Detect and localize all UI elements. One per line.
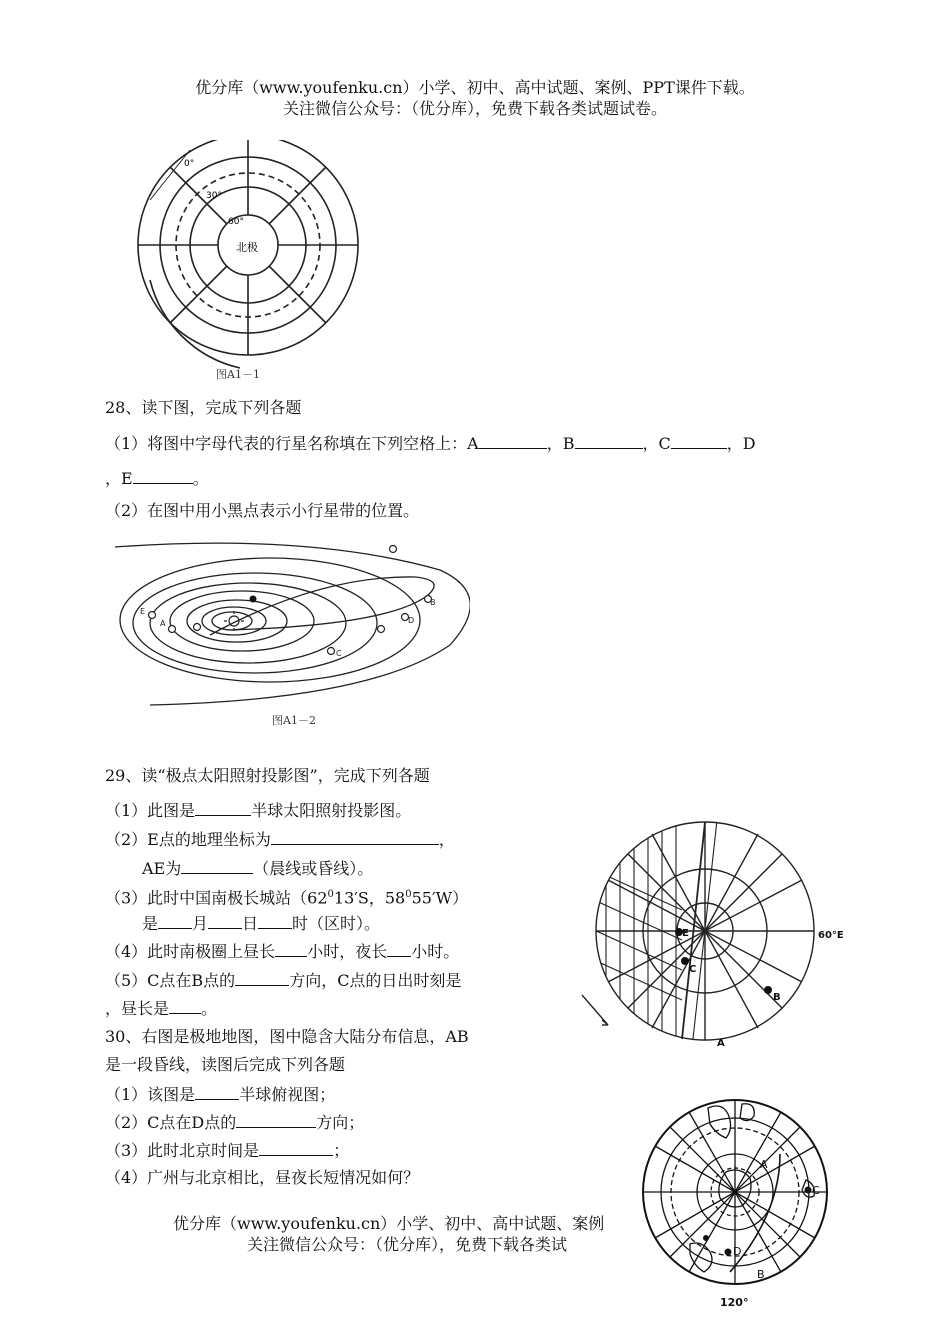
- q28-part2: （2）在图中用小黑点表示小行星带的位置。: [105, 501, 420, 520]
- answer-blank-e[interactable]: [133, 467, 193, 484]
- q29-p5-b: 方向，C点的日出时刻是: [289, 971, 462, 990]
- north-pole-label: 北极: [236, 241, 258, 254]
- answer-blank-daylength[interactable]: [275, 940, 307, 957]
- q29-part5: [105, 969, 461, 992]
- q30-p2-b: 方向；: [316, 1113, 365, 1132]
- planet-label-e: E: [140, 607, 146, 616]
- answer-blank-day-duration[interactable]: [169, 997, 201, 1014]
- answer-blank-b[interactable]: [575, 432, 643, 449]
- q29-p3-sup2: 0: [405, 889, 412, 900]
- q29-part2-cont: [142, 857, 373, 880]
- lat-60-label: 60°: [228, 217, 244, 227]
- q29-part2: [105, 828, 455, 851]
- footer-line-1: 优分库（www.youfenku.cn）小学、初中、高中试题、案例: [173, 1214, 605, 1233]
- q29-p2-a: （2）E点的地理坐标为: [105, 830, 271, 849]
- planet-label-c: C: [336, 649, 342, 658]
- q29-p2c-a: AE为: [142, 859, 182, 878]
- answer-blank-nightlength[interactable]: [387, 940, 411, 957]
- longitude-60e-label: 60°E: [818, 930, 844, 941]
- q29-p3l2-b: 月: [192, 914, 209, 933]
- answer-blank-beijing-time[interactable]: [259, 1139, 333, 1156]
- q29-p4-a: （4）此时南极圈上昼长: [105, 942, 276, 961]
- q30-p2-a: （2）C点在D点的: [105, 1113, 237, 1132]
- q28-p1-d: ，D: [726, 434, 756, 453]
- point-label-e: E: [682, 928, 689, 939]
- q29-p3l2-c: 日: [242, 914, 259, 933]
- q29-part4: [105, 940, 459, 963]
- figure-polar-map: [630, 1094, 830, 1310]
- q29-p3-a: （3）此时中国南极长城站（62: [105, 888, 328, 908]
- header-line-2: 关注微信公众号：（优分库），免费下载各类试题试卷。: [282, 99, 667, 118]
- q28-title: 28、读下图，完成下列各题: [105, 398, 302, 417]
- q29-p1-a: （1）此图是: [105, 801, 196, 820]
- q29-part3: [105, 884, 468, 909]
- planet-label-a: A: [160, 619, 166, 628]
- q29-p5-a: （5）C点在B点的: [105, 971, 236, 990]
- answer-blank-direction[interactable]: [235, 969, 289, 986]
- figure-polar-sun-projection: [572, 820, 862, 1048]
- answer-blank-hemisphere-view[interactable]: [195, 1083, 239, 1100]
- q29-p3-c: 55′W）: [411, 888, 469, 908]
- q28-p1-e: ，E: [105, 469, 133, 488]
- figure-a1-1-caption: 图A1－1: [216, 368, 260, 381]
- lat-0-label: 0°: [184, 159, 195, 169]
- lat-30-label: 30°: [206, 191, 222, 201]
- q28-part1-line1: [105, 432, 756, 455]
- q28-p1-a: （1）将图中字母代表的行星名称填在下列空格上：A: [105, 434, 479, 453]
- q29-p5l2-a: ，昼长是: [105, 999, 170, 1018]
- map-point-d: D: [733, 1245, 742, 1258]
- q29-p3-b: 13′S，58: [333, 888, 406, 908]
- q29-part3-line2: [142, 912, 380, 935]
- q29-part5-line2: [105, 997, 217, 1020]
- q30-title-line1: 30、右图是极地地图，图中隐含大陆分布信息，AB: [105, 1027, 469, 1046]
- planet-label-b: B: [430, 598, 436, 607]
- map-point-c: C: [812, 1184, 820, 1197]
- answer-blank-cd-direction[interactable]: [236, 1111, 316, 1128]
- q28-part1-line2: [105, 467, 209, 490]
- q29-p4-b: 小时，夜长: [307, 942, 388, 961]
- point-label-b: B: [773, 992, 781, 1003]
- answer-blank-hemisphere[interactable]: [195, 799, 251, 816]
- figure-a1-1: [130, 140, 370, 390]
- q29-p3-sup1: 0: [327, 889, 334, 900]
- q30-p1-a: （1）该图是: [105, 1085, 196, 1104]
- header-line-1: 优分库（www.youfenku.cn）小学、初中、高中试题、案例、PPT课件下载。: [195, 78, 755, 97]
- map-point-b: B: [757, 1268, 765, 1281]
- figure-a1-2-caption: 图A1－2: [272, 714, 316, 727]
- q30-p3-b: ；: [333, 1141, 350, 1160]
- q29-p4-c: 小时。: [411, 942, 460, 961]
- map-point-a: A: [760, 1158, 768, 1171]
- planet-label-d: D: [408, 616, 415, 625]
- answer-blank-month[interactable]: [158, 912, 192, 929]
- q28-p1-end: 。: [192, 469, 209, 488]
- q29-p3l2-a: 是: [142, 914, 159, 933]
- q30-part4: （4）广州与北京相比，昼夜长短情况如何？: [105, 1168, 420, 1187]
- answer-blank-c[interactable]: [671, 432, 727, 449]
- point-label-c: C: [689, 964, 697, 975]
- q29-p2-b: ，: [438, 830, 455, 849]
- q29-part1: [105, 799, 411, 822]
- q29-p1-b: 半球太阳照射投影图。: [251, 801, 412, 820]
- q28-p1-b: ，B: [546, 434, 575, 453]
- answer-blank-day[interactable]: [208, 912, 242, 929]
- longitude-120-label: 120°: [720, 1296, 749, 1309]
- point-label-a: A: [717, 1038, 725, 1048]
- q30-part1: [105, 1083, 335, 1106]
- q29-p2c-b: （晨线或昏线）。: [253, 859, 374, 878]
- q30-p1-b: 半球俯视图；: [239, 1085, 336, 1104]
- q29-p3l2-d: 时（区时）。: [292, 914, 381, 933]
- figure-a1-2: [110, 535, 470, 710]
- q29-title: 29、读“极点太阳照射投影图”，完成下列各题: [105, 766, 430, 785]
- q30-title-line2: 是一段昏线，读图后完成下列各题: [105, 1055, 346, 1074]
- q30-part2: [105, 1111, 364, 1134]
- q28-p1-c: ，C: [642, 434, 671, 453]
- footer-line-2: 关注微信公众号：（优分库），免费下载各类试: [247, 1235, 568, 1254]
- q30-p3-a: （3）此时北京时间是: [105, 1141, 260, 1160]
- answer-blank-e-coord[interactable]: [271, 828, 439, 845]
- answer-blank-hour[interactable]: [258, 912, 292, 929]
- answer-blank-a[interactable]: [479, 432, 547, 449]
- q30-part3: [105, 1139, 349, 1162]
- q29-p5l2-b: 。: [201, 999, 218, 1018]
- answer-blank-ae[interactable]: [181, 857, 253, 874]
